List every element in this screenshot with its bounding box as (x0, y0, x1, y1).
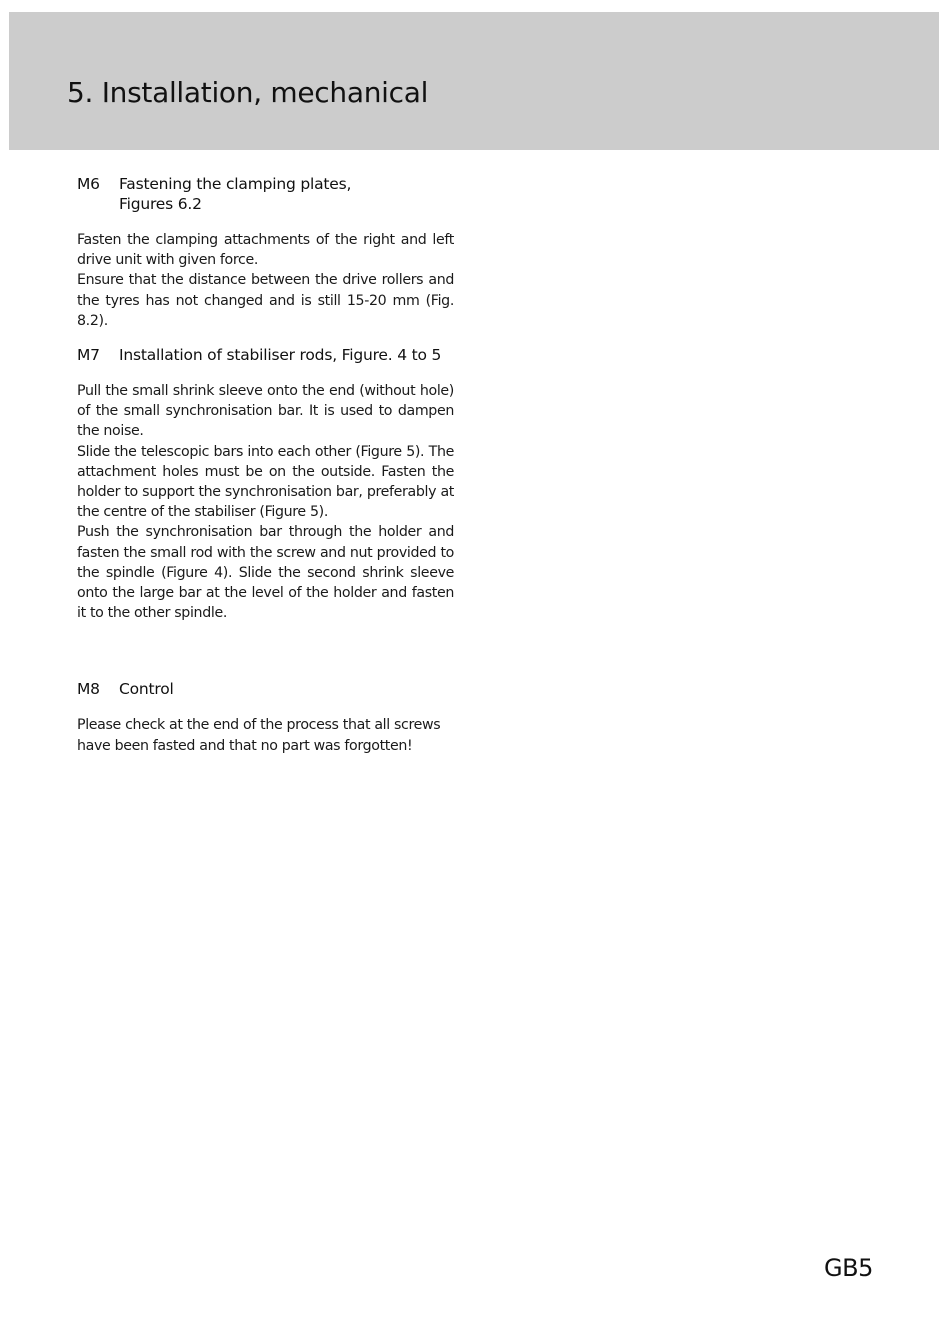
paragraph: Please check at the end of the process that all screws have been fasted and that no part was forgotten! (77, 717, 441, 754)
main-content (77, 174, 454, 756)
section-heading-m6 (77, 174, 454, 214)
section-m6 (77, 174, 454, 331)
section-title-line: Fastening the clamping plates, (119, 175, 352, 193)
section-title: Installation of stabiliser rods, Figure. 4 to 5 (119, 346, 442, 365)
section-code: M7 (77, 346, 100, 365)
section-title: Control (119, 680, 174, 699)
page-number: GB5 (824, 1254, 873, 1282)
section-m8 (77, 679, 454, 755)
section-title-line: Figures 6.2 (119, 195, 202, 213)
section-code: M8 (77, 680, 100, 699)
paragraph: Slide the telescopic bars into each other (Figure 5). The attachment holes must be on the outside. Fasten the holder to support the synchronisation bar, preferably at the centre of the stabiliser (Figure 5). (77, 443, 454, 521)
paragraph: Pull the small shrink sleeve onto the end (without hole) of the small synchronisation bar. It is used to dampen the noise. (77, 383, 454, 440)
page-title: 5. Installation, mechanical (67, 76, 429, 109)
section-m7 (77, 345, 454, 623)
section-code: M6 (77, 175, 100, 193)
section-heading-m7 (77, 345, 454, 365)
paragraph: Fasten the clamping attachments of the right and left drive unit with given force. (77, 232, 454, 269)
section-title (119, 174, 454, 214)
paragraph: Ensure that the distance between the drive rollers and the tyres has not changed and is still 15-20 mm (Fig. 8.2). (77, 272, 454, 329)
section-heading-m8 (77, 679, 454, 699)
paragraph: Push the synchronisation bar through the holder and fasten the small rod with the screw and nut provided to the spindle (Figure 4). Slide the second shrink sleeve onto the large bar at the level of the holder and fasten it to the other spindle. (77, 524, 454, 622)
